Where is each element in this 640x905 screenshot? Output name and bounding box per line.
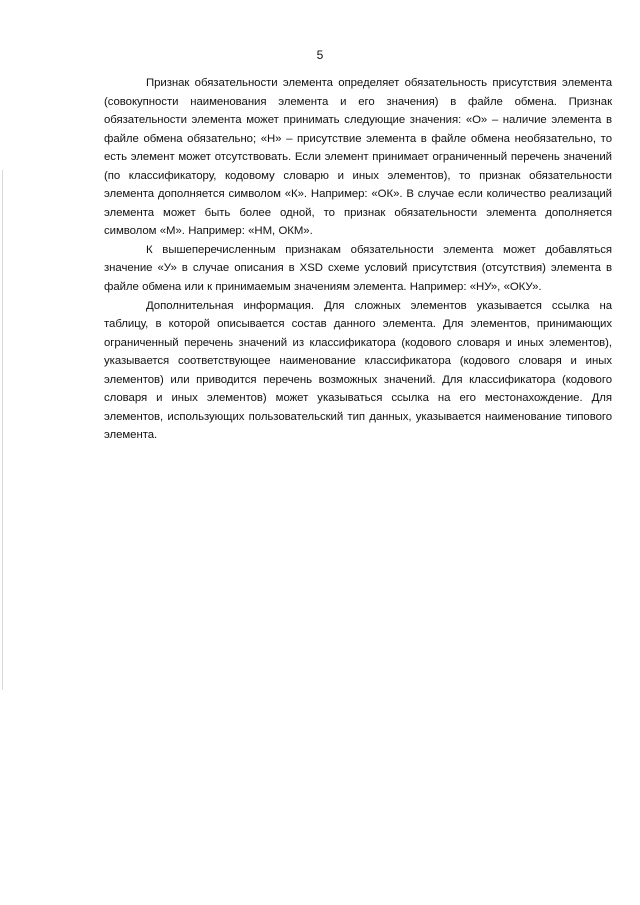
paragraph-conditional-attribute: К вышеперечисленным признакам обязательности элемента может добавляться значение «У» в случае описания в XSD схеме условий присутствия (отсутствия) элемента в файле обмена или к принимаемым значениям элемента. Например: «НУ», «ОКУ». — [104, 243, 612, 294]
paragraph-additional-information: Дополнительная информация. Для сложных элементов указывается ссылка на таблицу, в которой описывается состав данного элемента. Для элементов, принимающих ограниченный перечень значений из классификатора (кодового словаря и иных элементов), указывается соответствующее наименование классификатора (кодового словаря и иных элементов) или приводится перечень возможных значений. Для классификатора (кодового словаря и иных элементов) может указываться ссылка на его местонахождение. Для элементов, использующих пользовательский тип данных, указывается наименование типового элемента. — [104, 299, 612, 442]
page-number: 5 — [316, 48, 324, 62]
document-body — [104, 74, 612, 445]
scan-edge-mark — [2, 170, 3, 690]
paragraph-mandatory-attribute: Признак обязательности элемента определяет обязательность присутствия элемента (совокупности наименования элемента и его значения) в файле обмена. Признак обязательности элемента может принимать следующие значения: «О» – наличие элемента в файле обмена обязательно; «Н» – присутствие элемента в файле обмена необязательно, то есть элемент может отсутствовать. Если элемент принимает ограниченный перечень значений (по классификатору, кодовому словарю и иных элементов), то признак обязательности элемента дополняется символом «К». Например: «ОК». В случае если количество реализаций элемента может быть более одной, то признак обязательности элемента дополняется символом «М». Например: «НМ, ОКМ». — [104, 77, 612, 238]
